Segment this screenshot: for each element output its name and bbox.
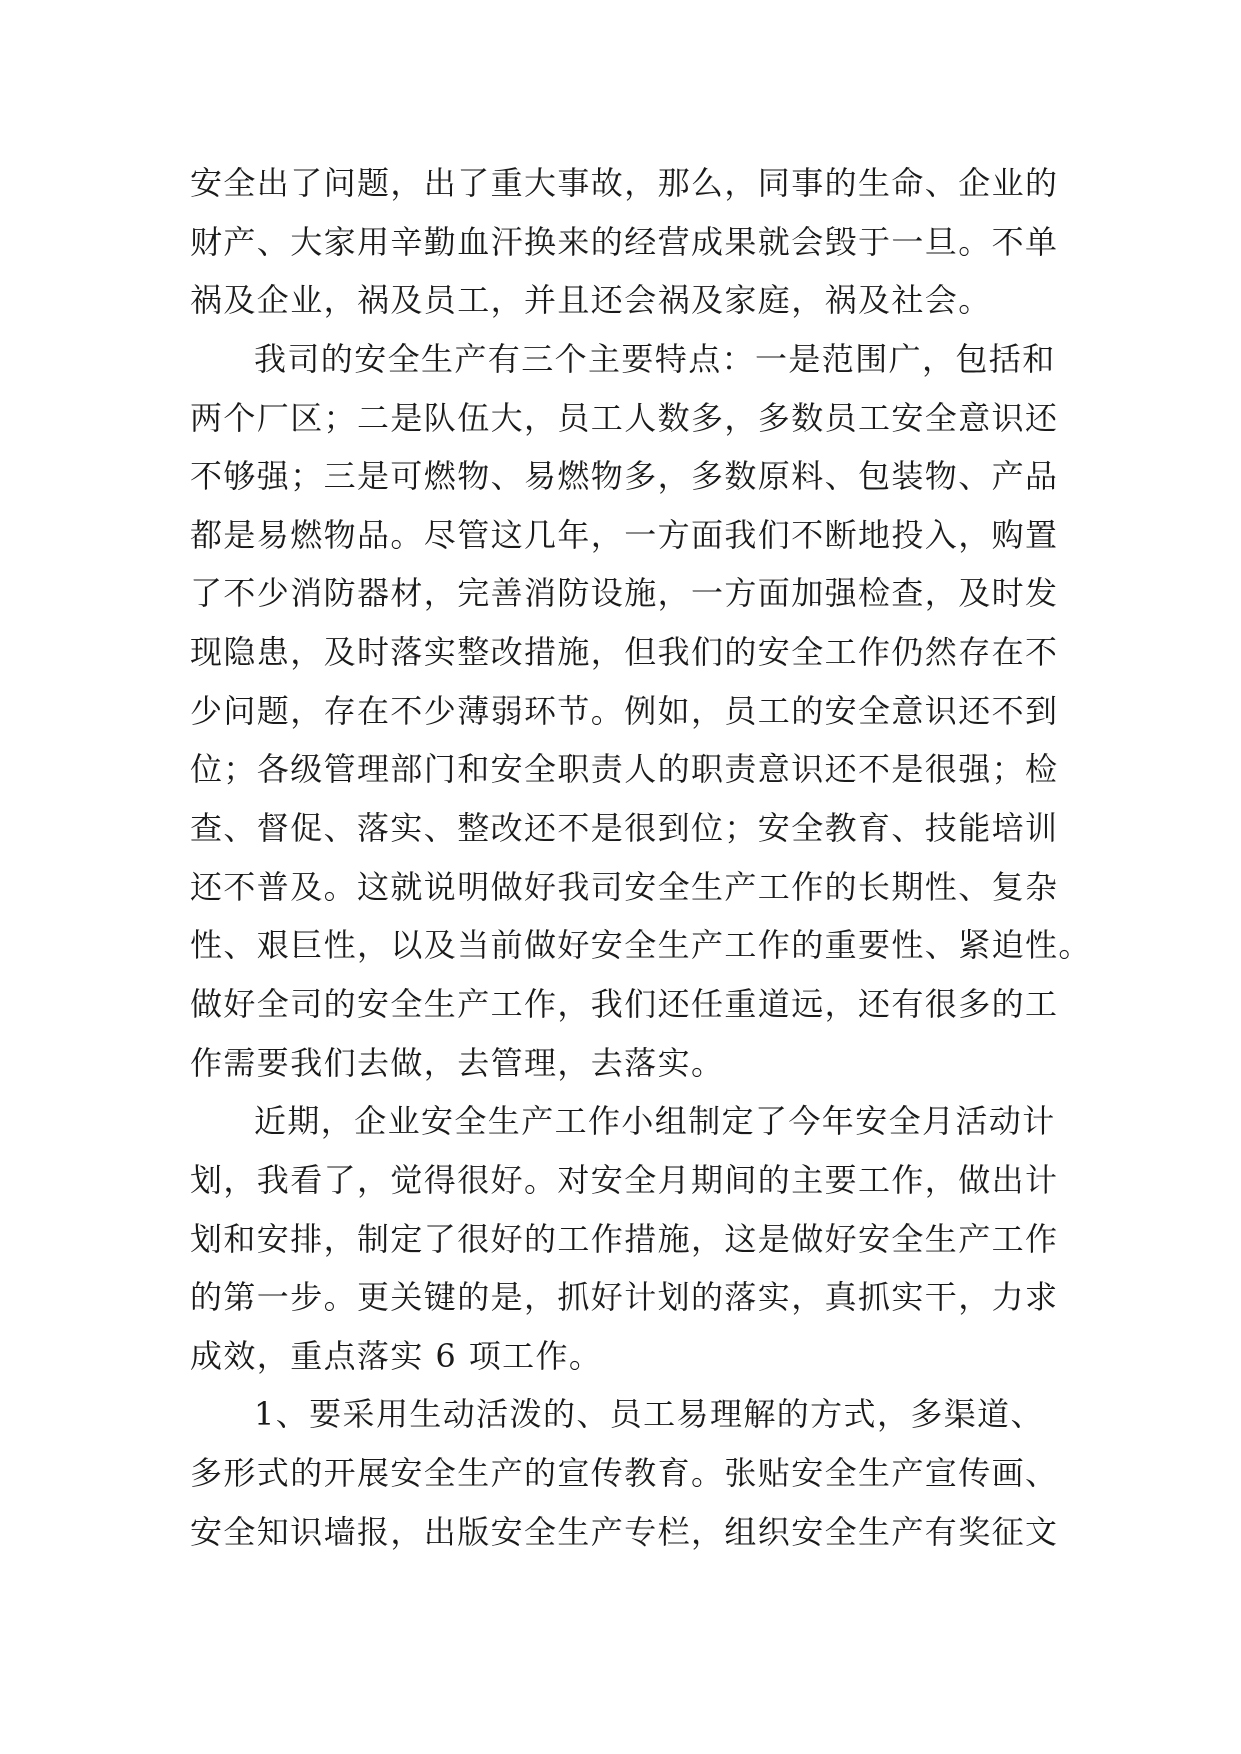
text-line: 做好全司的安全生产工作，我们还任重道远，还有很多的工 bbox=[190, 984, 1059, 1023]
text-line: 祸及企业，祸及员工，并且还会祸及家庭，祸及社会。 bbox=[190, 281, 992, 320]
text-line: 安全出了问题，出了重大事故，那么，同事的生命、企业的 bbox=[190, 164, 1059, 202]
text-line: 少问题，存在不少薄弱环节。例如，员工的安全意识还不到 bbox=[190, 691, 1059, 730]
paragraph-first-line: 我司的安全生产有三个主要特点：一是范围广，包括和 bbox=[254, 339, 1056, 378]
text-line: 成效，重点落实 6 项工作。 bbox=[190, 1336, 603, 1375]
paragraph-first-line: 近期，企业安全生产工作小组制定了今年安全月活动计 bbox=[254, 1102, 1056, 1141]
text-line: 的第一步。更关键的是，抓好计划的落实，真抓实干，力求 bbox=[190, 1278, 1059, 1317]
document-body bbox=[190, 154, 1090, 1561]
text-line: 位；各级管理部门和安全职责人的职责意识还不是很强；检 bbox=[190, 750, 1059, 789]
text-line: 查、督促、落实、整改还不是很到位；安全教育、技能培训 bbox=[190, 809, 1059, 848]
text-line: 还不普及。这就说明做好我司安全生产工作的长期性、复杂 bbox=[190, 867, 1059, 906]
text-line: 现隐患，及时落实整改措施，但我们的安全工作仍然存在不 bbox=[190, 633, 1059, 672]
text-line: 划和安排，制定了很好的工作措施，这是做好安全生产工作 bbox=[190, 1219, 1059, 1258]
text-line: 划，我看了，觉得很好。对安全月期间的主要工作，做出计 bbox=[190, 1160, 1059, 1199]
text-line: 性、艰巨性，以及当前做好安全生产工作的重要性、紧迫性。 bbox=[190, 926, 1092, 965]
paragraph-first-line: 1、要采用生动活泼的、员工易理解的方式，多渠道、 bbox=[254, 1395, 1044, 1434]
text-line: 了不少消防器材，完善消防设施，一方面加强检查，及时发 bbox=[190, 574, 1059, 613]
text-line: 都是易燃物品。尽管这几年，一方面我们不断地投入，购置 bbox=[190, 515, 1059, 554]
text-line: 作需要我们去做，去管理，去落实。 bbox=[190, 1043, 725, 1082]
text-line: 财产、大家用辛勤血汗换来的经营成果就会毁于一旦。不单 bbox=[190, 222, 1059, 261]
text-line: 多形式的开展安全生产的宣传教育。张贴安全生产宣传画、 bbox=[190, 1454, 1059, 1493]
text-line: 不够强；三是可燃物、易燃物多，多数原料、包装物、产品 bbox=[190, 457, 1059, 496]
text-line: 安全知识墙报，出版安全生产专栏，组织安全生产有奖征文 bbox=[190, 1512, 1059, 1551]
text-line: 两个厂区；二是队伍大，员工人数多，多数员工安全意识还 bbox=[190, 398, 1059, 437]
